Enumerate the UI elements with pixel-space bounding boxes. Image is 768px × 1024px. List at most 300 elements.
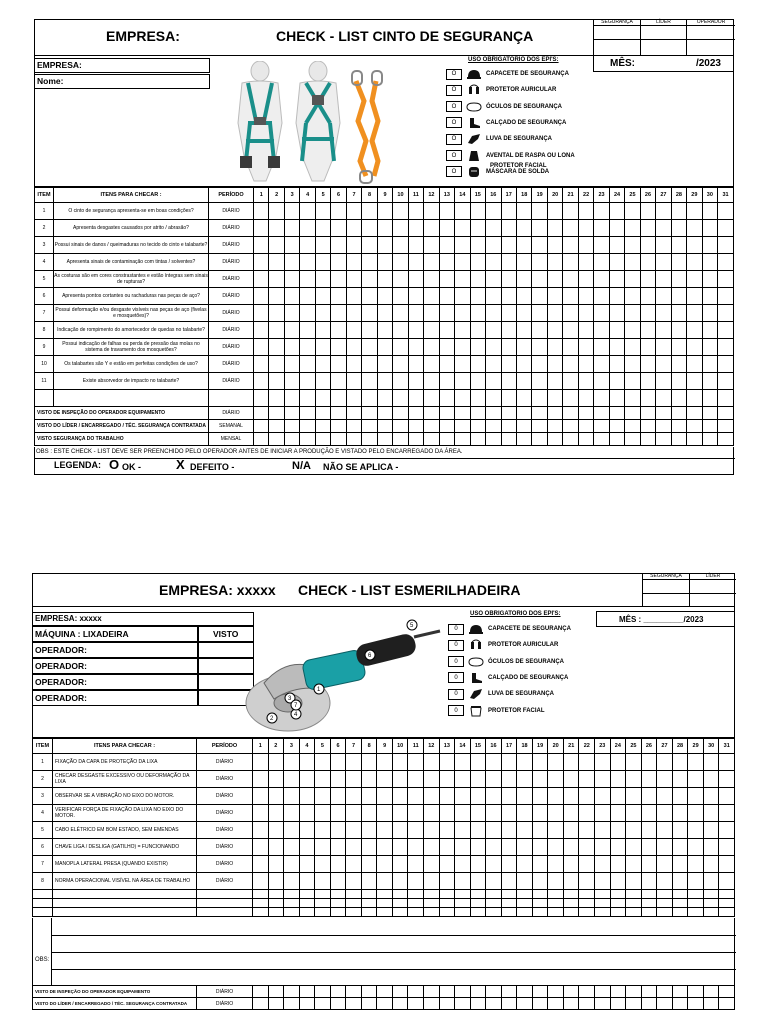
day-check-cell[interactable] bbox=[656, 305, 671, 322]
day-check-cell[interactable] bbox=[641, 771, 657, 788]
day-check-cell[interactable] bbox=[688, 873, 704, 890]
day-check-cell[interactable] bbox=[532, 856, 548, 873]
visto-check-cell[interactable] bbox=[609, 407, 624, 420]
epi-checkbox[interactable]: 0 bbox=[448, 624, 464, 635]
day-check-cell[interactable] bbox=[455, 271, 470, 288]
day-check-cell[interactable] bbox=[548, 771, 564, 788]
form2-obs-box[interactable] bbox=[32, 918, 735, 986]
day-check-cell[interactable] bbox=[501, 237, 516, 254]
day-check-cell[interactable] bbox=[563, 873, 579, 890]
day-check-cell[interactable] bbox=[657, 856, 673, 873]
day-check-cell[interactable] bbox=[626, 771, 642, 788]
visto-check-cell[interactable] bbox=[719, 998, 735, 1010]
day-check-cell[interactable] bbox=[253, 788, 269, 805]
day-check-cell[interactable] bbox=[284, 254, 299, 271]
day-check-cell[interactable] bbox=[346, 873, 362, 890]
day-check-cell[interactable] bbox=[315, 788, 331, 805]
visto-check-cell[interactable] bbox=[284, 998, 300, 1010]
visto-check-cell[interactable] bbox=[408, 433, 423, 446]
day-check-cell[interactable] bbox=[330, 890, 346, 899]
day-check-cell[interactable] bbox=[595, 908, 611, 917]
day-check-cell[interactable] bbox=[517, 856, 533, 873]
day-check-cell[interactable] bbox=[284, 356, 299, 373]
day-check-cell[interactable] bbox=[547, 373, 562, 390]
day-check-cell[interactable] bbox=[392, 890, 408, 899]
visto-check-cell[interactable] bbox=[284, 433, 299, 446]
day-check-cell[interactable] bbox=[299, 754, 315, 771]
day-check-cell[interactable] bbox=[486, 203, 501, 220]
day-check-cell[interactable] bbox=[501, 788, 517, 805]
operador-field[interactable]: OPERADOR: bbox=[32, 674, 198, 690]
visto-check-cell[interactable] bbox=[578, 420, 593, 433]
visto-check-cell[interactable] bbox=[377, 986, 393, 998]
day-check-cell[interactable] bbox=[532, 839, 548, 856]
visto-check-cell[interactable] bbox=[362, 433, 377, 446]
visto-check-cell[interactable] bbox=[377, 998, 393, 1010]
visto-check-cell[interactable] bbox=[300, 420, 315, 433]
day-check-cell[interactable] bbox=[424, 203, 439, 220]
visto-check-cell[interactable] bbox=[594, 407, 609, 420]
day-check-cell[interactable] bbox=[361, 873, 377, 890]
day-check-cell[interactable] bbox=[254, 254, 269, 271]
visto-check-cell[interactable] bbox=[672, 998, 688, 1010]
day-check-cell[interactable] bbox=[439, 339, 454, 356]
day-check-cell[interactable] bbox=[315, 390, 330, 407]
visto-check-cell[interactable] bbox=[424, 433, 439, 446]
day-check-cell[interactable] bbox=[640, 220, 655, 237]
day-check-cell[interactable] bbox=[408, 339, 423, 356]
day-check-cell[interactable] bbox=[455, 822, 471, 839]
day-check-cell[interactable] bbox=[517, 805, 533, 822]
day-check-cell[interactable] bbox=[455, 899, 471, 908]
day-check-cell[interactable] bbox=[501, 322, 516, 339]
day-check-cell[interactable] bbox=[687, 339, 702, 356]
day-check-cell[interactable] bbox=[626, 839, 642, 856]
day-check-cell[interactable] bbox=[563, 356, 578, 373]
day-check-cell[interactable] bbox=[408, 373, 423, 390]
visto-check-cell[interactable] bbox=[501, 986, 517, 998]
visto-check-cell[interactable] bbox=[578, 433, 593, 446]
day-check-cell[interactable] bbox=[532, 305, 547, 322]
visto-check-cell[interactable] bbox=[671, 420, 686, 433]
day-check-cell[interactable] bbox=[253, 754, 269, 771]
day-check-cell[interactable] bbox=[331, 271, 346, 288]
day-check-cell[interactable] bbox=[719, 899, 735, 908]
day-check-cell[interactable] bbox=[253, 771, 269, 788]
day-check-cell[interactable] bbox=[641, 839, 657, 856]
day-check-cell[interactable] bbox=[719, 754, 735, 771]
day-check-cell[interactable] bbox=[362, 203, 377, 220]
day-check-cell[interactable] bbox=[702, 339, 717, 356]
day-check-cell[interactable] bbox=[392, 771, 408, 788]
day-check-cell[interactable] bbox=[408, 856, 424, 873]
visto-check-cell[interactable] bbox=[361, 986, 377, 998]
day-check-cell[interactable] bbox=[501, 822, 517, 839]
visto-check-cell[interactable] bbox=[626, 998, 642, 1010]
day-check-cell[interactable] bbox=[625, 271, 640, 288]
day-check-cell[interactable] bbox=[424, 271, 439, 288]
day-check-cell[interactable] bbox=[346, 271, 361, 288]
day-check-cell[interactable] bbox=[377, 390, 392, 407]
day-check-cell[interactable] bbox=[315, 873, 331, 890]
day-check-cell[interactable] bbox=[300, 305, 315, 322]
day-check-cell[interactable] bbox=[269, 237, 284, 254]
day-check-cell[interactable] bbox=[687, 390, 702, 407]
form1-empresa-field[interactable]: EMPRESA: bbox=[34, 58, 210, 73]
day-check-cell[interactable] bbox=[439, 754, 455, 771]
day-check-cell[interactable] bbox=[300, 356, 315, 373]
day-check-cell[interactable] bbox=[315, 203, 330, 220]
day-check-cell[interactable] bbox=[671, 220, 686, 237]
visto-check-cell[interactable] bbox=[626, 986, 642, 998]
day-check-cell[interactable] bbox=[253, 805, 269, 822]
day-check-cell[interactable] bbox=[609, 220, 624, 237]
visto-check-cell[interactable] bbox=[687, 420, 702, 433]
visto-check-cell[interactable] bbox=[532, 998, 548, 1010]
visto-check-cell[interactable] bbox=[532, 986, 548, 998]
visto-check-cell[interactable] bbox=[657, 986, 673, 998]
visto-check-cell[interactable] bbox=[641, 986, 657, 998]
day-check-cell[interactable] bbox=[703, 856, 719, 873]
day-check-cell[interactable] bbox=[331, 322, 346, 339]
day-check-cell[interactable] bbox=[377, 254, 392, 271]
day-check-cell[interactable] bbox=[626, 890, 642, 899]
day-check-cell[interactable] bbox=[253, 873, 269, 890]
day-check-cell[interactable] bbox=[346, 373, 361, 390]
day-check-cell[interactable] bbox=[315, 356, 330, 373]
day-check-cell[interactable] bbox=[532, 390, 547, 407]
visto-check-cell[interactable] bbox=[610, 998, 626, 1010]
day-check-cell[interactable] bbox=[269, 254, 284, 271]
day-check-cell[interactable] bbox=[377, 203, 392, 220]
day-check-cell[interactable] bbox=[688, 788, 704, 805]
day-check-cell[interactable] bbox=[253, 839, 269, 856]
day-check-cell[interactable] bbox=[610, 839, 626, 856]
day-check-cell[interactable] bbox=[563, 890, 579, 899]
day-check-cell[interactable] bbox=[486, 305, 501, 322]
day-check-cell[interactable] bbox=[408, 271, 423, 288]
epi-checkbox[interactable]: O bbox=[446, 166, 462, 177]
visto-check-cell[interactable] bbox=[330, 998, 346, 1010]
day-check-cell[interactable] bbox=[439, 220, 454, 237]
day-check-cell[interactable] bbox=[269, 305, 284, 322]
visto-check-cell[interactable] bbox=[517, 998, 533, 1010]
day-check-cell[interactable] bbox=[688, 856, 704, 873]
day-check-cell[interactable] bbox=[455, 771, 471, 788]
visto-check-cell[interactable] bbox=[703, 998, 719, 1010]
day-check-cell[interactable] bbox=[640, 288, 655, 305]
visto-check-cell[interactable] bbox=[330, 986, 346, 998]
day-check-cell[interactable] bbox=[268, 899, 284, 908]
day-check-cell[interactable] bbox=[362, 390, 377, 407]
day-check-cell[interactable] bbox=[656, 271, 671, 288]
day-check-cell[interactable] bbox=[595, 890, 611, 899]
day-check-cell[interactable] bbox=[330, 899, 346, 908]
day-check-cell[interactable] bbox=[268, 788, 284, 805]
epi-checkbox[interactable]: 0 bbox=[448, 640, 464, 651]
day-check-cell[interactable] bbox=[578, 373, 593, 390]
day-check-cell[interactable] bbox=[547, 390, 562, 407]
day-check-cell[interactable] bbox=[657, 839, 673, 856]
day-check-cell[interactable] bbox=[361, 890, 377, 899]
day-check-cell[interactable] bbox=[268, 890, 284, 899]
day-check-cell[interactable] bbox=[532, 754, 548, 771]
day-check-cell[interactable] bbox=[284, 788, 300, 805]
visto-check-cell[interactable] bbox=[578, 407, 593, 420]
day-check-cell[interactable] bbox=[362, 237, 377, 254]
visto-check-cell[interactable] bbox=[671, 433, 686, 446]
day-check-cell[interactable] bbox=[641, 899, 657, 908]
day-check-cell[interactable] bbox=[346, 254, 361, 271]
day-check-cell[interactable] bbox=[625, 288, 640, 305]
visto-check-cell[interactable] bbox=[284, 420, 299, 433]
day-check-cell[interactable] bbox=[719, 890, 735, 899]
visto-check-cell[interactable] bbox=[361, 998, 377, 1010]
visto-check-cell[interactable] bbox=[718, 407, 734, 420]
day-check-cell[interactable] bbox=[578, 390, 593, 407]
visto-check-cell[interactable] bbox=[548, 998, 564, 1010]
day-check-cell[interactable] bbox=[377, 839, 393, 856]
day-check-cell[interactable] bbox=[331, 254, 346, 271]
visto-check-cell[interactable] bbox=[470, 407, 485, 420]
visto-check-cell[interactable] bbox=[424, 998, 440, 1010]
day-check-cell[interactable] bbox=[672, 788, 688, 805]
day-check-cell[interactable] bbox=[547, 254, 562, 271]
day-check-cell[interactable] bbox=[609, 390, 624, 407]
day-check-cell[interactable] bbox=[532, 203, 547, 220]
day-check-cell[interactable] bbox=[547, 271, 562, 288]
day-check-cell[interactable] bbox=[579, 771, 595, 788]
day-check-cell[interactable] bbox=[253, 899, 269, 908]
day-check-cell[interactable] bbox=[640, 254, 655, 271]
day-check-cell[interactable] bbox=[702, 390, 717, 407]
day-check-cell[interactable] bbox=[626, 908, 642, 917]
day-check-cell[interactable] bbox=[408, 220, 423, 237]
day-check-cell[interactable] bbox=[687, 356, 702, 373]
day-check-cell[interactable] bbox=[408, 390, 423, 407]
day-check-cell[interactable] bbox=[702, 305, 717, 322]
day-check-cell[interactable] bbox=[299, 805, 315, 822]
day-check-cell[interactable] bbox=[377, 908, 393, 917]
visto-check-cell[interactable] bbox=[455, 420, 470, 433]
visto-check-cell[interactable] bbox=[548, 986, 564, 998]
day-check-cell[interactable] bbox=[284, 856, 300, 873]
day-check-cell[interactable] bbox=[610, 788, 626, 805]
visto-check-cell[interactable] bbox=[300, 407, 315, 420]
day-check-cell[interactable] bbox=[626, 822, 642, 839]
day-check-cell[interactable] bbox=[331, 356, 346, 373]
day-check-cell[interactable] bbox=[268, 771, 284, 788]
day-check-cell[interactable] bbox=[548, 822, 564, 839]
day-check-cell[interactable] bbox=[377, 873, 393, 890]
day-check-cell[interactable] bbox=[486, 237, 501, 254]
day-check-cell[interactable] bbox=[470, 271, 485, 288]
day-check-cell[interactable] bbox=[346, 288, 361, 305]
day-check-cell[interactable] bbox=[719, 908, 735, 917]
day-check-cell[interactable] bbox=[315, 305, 330, 322]
day-check-cell[interactable] bbox=[486, 356, 501, 373]
form1-nome-field[interactable]: Nome: bbox=[34, 74, 210, 89]
visto-check-cell[interactable] bbox=[719, 986, 735, 998]
day-check-cell[interactable] bbox=[439, 356, 454, 373]
day-check-cell[interactable] bbox=[625, 390, 640, 407]
day-check-cell[interactable] bbox=[362, 373, 377, 390]
day-check-cell[interactable] bbox=[594, 322, 609, 339]
day-check-cell[interactable] bbox=[594, 373, 609, 390]
day-check-cell[interactable] bbox=[486, 288, 501, 305]
visto-check-cell[interactable] bbox=[687, 407, 702, 420]
visto-check-cell[interactable] bbox=[656, 433, 671, 446]
day-check-cell[interactable] bbox=[532, 356, 547, 373]
day-check-cell[interactable] bbox=[595, 822, 611, 839]
day-check-cell[interactable] bbox=[641, 873, 657, 890]
day-check-cell[interactable] bbox=[315, 322, 330, 339]
day-check-cell[interactable] bbox=[254, 271, 269, 288]
day-check-cell[interactable] bbox=[486, 873, 502, 890]
day-check-cell[interactable] bbox=[703, 805, 719, 822]
day-check-cell[interactable] bbox=[439, 305, 454, 322]
day-check-cell[interactable] bbox=[672, 908, 688, 917]
day-check-cell[interactable] bbox=[625, 305, 640, 322]
day-check-cell[interactable] bbox=[470, 254, 485, 271]
day-check-cell[interactable] bbox=[579, 908, 595, 917]
day-check-cell[interactable] bbox=[377, 899, 393, 908]
day-check-cell[interactable] bbox=[346, 754, 362, 771]
day-check-cell[interactable] bbox=[563, 771, 579, 788]
day-check-cell[interactable] bbox=[300, 254, 315, 271]
day-check-cell[interactable] bbox=[672, 839, 688, 856]
visto-check-cell[interactable] bbox=[547, 433, 562, 446]
day-check-cell[interactable] bbox=[315, 890, 331, 899]
day-check-cell[interactable] bbox=[362, 288, 377, 305]
day-check-cell[interactable] bbox=[594, 305, 609, 322]
day-check-cell[interactable] bbox=[702, 237, 717, 254]
day-check-cell[interactable] bbox=[392, 839, 408, 856]
visto-check-cell[interactable] bbox=[455, 986, 471, 998]
day-check-cell[interactable] bbox=[439, 822, 455, 839]
day-check-cell[interactable] bbox=[625, 322, 640, 339]
day-check-cell[interactable] bbox=[424, 322, 439, 339]
visto-check-cell[interactable] bbox=[392, 998, 408, 1010]
day-check-cell[interactable] bbox=[516, 356, 531, 373]
day-check-cell[interactable] bbox=[610, 754, 626, 771]
visto-check-cell[interactable] bbox=[268, 986, 284, 998]
day-check-cell[interactable] bbox=[331, 339, 346, 356]
day-check-cell[interactable] bbox=[362, 305, 377, 322]
visto-check-cell[interactable] bbox=[579, 986, 595, 998]
day-check-cell[interactable] bbox=[501, 220, 516, 237]
day-check-cell[interactable] bbox=[563, 373, 578, 390]
day-check-cell[interactable] bbox=[300, 271, 315, 288]
day-check-cell[interactable] bbox=[687, 305, 702, 322]
day-check-cell[interactable] bbox=[703, 908, 719, 917]
day-check-cell[interactable] bbox=[455, 288, 470, 305]
visto-check-cell[interactable] bbox=[424, 986, 440, 998]
day-check-cell[interactable] bbox=[609, 373, 624, 390]
day-check-cell[interactable] bbox=[609, 254, 624, 271]
day-check-cell[interactable] bbox=[424, 771, 440, 788]
day-check-cell[interactable] bbox=[361, 805, 377, 822]
day-check-cell[interactable] bbox=[626, 805, 642, 822]
day-check-cell[interactable] bbox=[315, 373, 330, 390]
day-check-cell[interactable] bbox=[656, 373, 671, 390]
day-check-cell[interactable] bbox=[315, 899, 331, 908]
visto-check-cell[interactable] bbox=[455, 998, 471, 1010]
day-check-cell[interactable] bbox=[641, 754, 657, 771]
day-check-cell[interactable] bbox=[703, 822, 719, 839]
visto-check-cell[interactable] bbox=[563, 986, 579, 998]
day-check-cell[interactable] bbox=[393, 373, 408, 390]
day-check-cell[interactable] bbox=[594, 220, 609, 237]
day-check-cell[interactable] bbox=[315, 856, 331, 873]
day-check-cell[interactable] bbox=[330, 788, 346, 805]
day-check-cell[interactable] bbox=[439, 908, 455, 917]
visto-check-cell[interactable] bbox=[486, 998, 502, 1010]
day-check-cell[interactable] bbox=[501, 373, 516, 390]
day-check-cell[interactable] bbox=[330, 822, 346, 839]
visto-check-cell[interactable] bbox=[532, 407, 547, 420]
day-check-cell[interactable] bbox=[532, 822, 548, 839]
day-check-cell[interactable] bbox=[439, 390, 454, 407]
day-check-cell[interactable] bbox=[626, 856, 642, 873]
day-check-cell[interactable] bbox=[346, 390, 361, 407]
day-check-cell[interactable] bbox=[408, 305, 423, 322]
day-check-cell[interactable] bbox=[361, 839, 377, 856]
day-check-cell[interactable] bbox=[486, 271, 501, 288]
day-check-cell[interactable] bbox=[702, 271, 717, 288]
day-check-cell[interactable] bbox=[408, 322, 423, 339]
day-check-cell[interactable] bbox=[501, 203, 516, 220]
visto-check-cell[interactable] bbox=[501, 433, 516, 446]
day-check-cell[interactable] bbox=[671, 254, 686, 271]
day-check-cell[interactable] bbox=[393, 237, 408, 254]
day-check-cell[interactable] bbox=[547, 203, 562, 220]
day-check-cell[interactable] bbox=[578, 203, 593, 220]
day-check-cell[interactable] bbox=[625, 356, 640, 373]
day-check-cell[interactable] bbox=[702, 220, 717, 237]
day-check-cell[interactable] bbox=[268, 839, 284, 856]
visto-check-cell[interactable] bbox=[346, 407, 361, 420]
day-check-cell[interactable] bbox=[392, 805, 408, 822]
day-check-cell[interactable] bbox=[501, 908, 517, 917]
day-check-cell[interactable] bbox=[579, 873, 595, 890]
day-check-cell[interactable] bbox=[424, 390, 439, 407]
visto-check-cell[interactable] bbox=[657, 998, 673, 1010]
day-check-cell[interactable] bbox=[268, 908, 284, 917]
visto-check-cell[interactable] bbox=[718, 433, 734, 446]
day-check-cell[interactable] bbox=[657, 788, 673, 805]
day-check-cell[interactable] bbox=[346, 305, 361, 322]
day-check-cell[interactable] bbox=[640, 237, 655, 254]
day-check-cell[interactable] bbox=[330, 754, 346, 771]
day-check-cell[interactable] bbox=[703, 839, 719, 856]
day-check-cell[interactable] bbox=[377, 322, 392, 339]
day-check-cell[interactable] bbox=[424, 288, 439, 305]
visto-check-cell[interactable] bbox=[625, 407, 640, 420]
epi-checkbox[interactable]: O bbox=[446, 69, 462, 80]
visto-check-cell[interactable] bbox=[517, 986, 533, 998]
day-check-cell[interactable] bbox=[594, 271, 609, 288]
visto-check-cell[interactable] bbox=[346, 420, 361, 433]
day-check-cell[interactable] bbox=[501, 839, 517, 856]
day-check-cell[interactable] bbox=[657, 873, 673, 890]
day-check-cell[interactable] bbox=[625, 237, 640, 254]
visto-check-cell[interactable] bbox=[315, 407, 330, 420]
day-check-cell[interactable] bbox=[702, 356, 717, 373]
visto-check-cell[interactable] bbox=[377, 407, 392, 420]
visto-check-cell[interactable] bbox=[609, 433, 624, 446]
day-check-cell[interactable] bbox=[501, 754, 517, 771]
